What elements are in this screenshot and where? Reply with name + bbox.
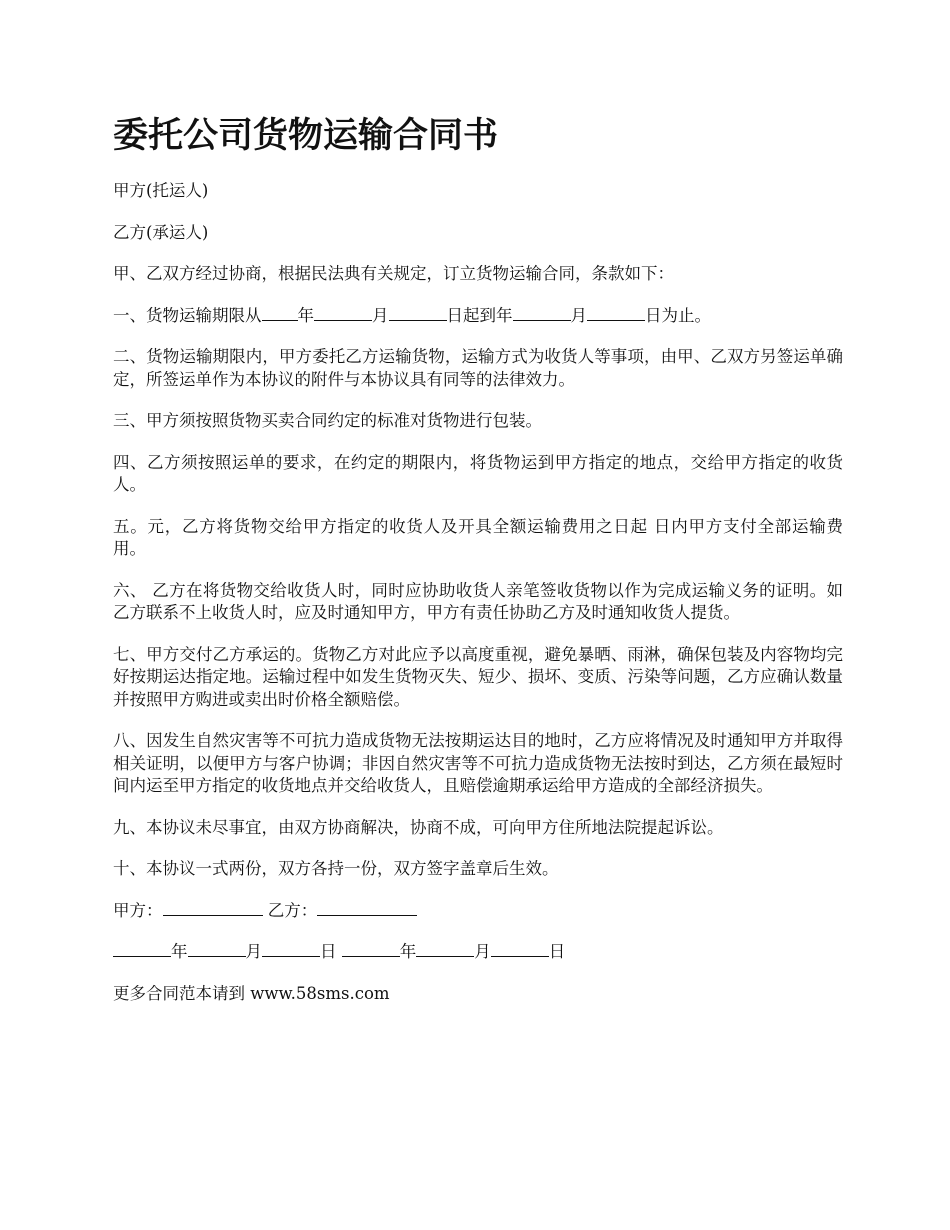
date-line (113, 941, 843, 964)
clause-1 (113, 305, 843, 328)
clause-2: 二、货物运输期限内，甲方委托乙方运输货物，运输方式为收货人等事项，由甲、乙双方另签运单确定，所签运单作为本协议的附件与本协议具有同等的法律效力。 (113, 347, 843, 389)
party-b-year-label: 年 (399, 942, 417, 961)
blank-start-day (389, 306, 447, 321)
clause-1-day-to-year: 日起到年 (446, 305, 513, 325)
clause-6: 六、 乙方在将货物交给收货人时，同时应协助收货人亲笔签收货物以作为完成运输义务的证明。如乙方联系不上收货人时，应及时通知甲方，甲方有责任协助乙方及时通知收货人提货。 (113, 580, 843, 622)
party-a-month-blank (188, 942, 246, 957)
clause-10: 十、本协议一式两份，双方各持一份，双方签字盖章后生效。 (113, 859, 559, 878)
party-b-month-blank (416, 942, 474, 957)
party-a-day-blank (262, 942, 320, 957)
signature-line (113, 900, 843, 923)
clause-1-month-end: 月 (570, 305, 587, 325)
party-b-year-blank (342, 942, 400, 957)
party-a-year-blank (113, 942, 171, 957)
clause-9: 九、本协议未尽事宜，由双方协商解决，协商不成，可向甲方住所地法院提起诉讼。 (113, 817, 724, 837)
contract-document (113, 112, 843, 1024)
party-b-line: 乙方(承运人) (113, 222, 209, 242)
blank-end-month (513, 306, 571, 321)
party-b-day-blank (491, 942, 549, 957)
blank-end-day (587, 306, 645, 321)
party-b-day-label: 日 (548, 942, 566, 961)
clause-1-day-end: 日为止。 (645, 305, 711, 325)
clause-5: 五。元，乙方将货物交给甲方指定的收货人及开具全额运输费用之日起 日内甲方支付全部运输费用。 (113, 516, 843, 558)
party-a-year-label: 年 (171, 942, 188, 961)
party-b-month-label: 月 (474, 942, 491, 961)
intro-paragraph: 甲、乙双方经过协商，根据民法典有关规定，订立货物运输合同，条款如下： (113, 264, 674, 283)
blank-start-month (314, 306, 372, 321)
clause-7: 七、甲方交付乙方承运的。货物乙方对此应予以高度重视，避免暴晒、雨淋，确保包装及内容物均完好按期运达指定地。运输过程中如发生货物灭失、短少、损坏、变质、污染等问题，乙方应确认数量并按照甲方购进或卖出时价格全额赔偿。 (113, 644, 843, 709)
party-a-line: 甲方(托运人) (113, 181, 209, 200)
clause-1-year: 年 (297, 305, 314, 325)
party-a-signature-label: 甲方： (113, 900, 163, 920)
clause-8: 八、因发生自然灾害等不可抗力造成货物无法按期运达目的地时，乙方应将情况及时通知甲方并取得相关证明，以便甲方与客户协调；非因自然灾害等不可抗力造成货物无法按时到达，乙方须在最短时间内运至甲方指定的收货地点并交给收货人，且赔偿逾期承运给甲方造成的全部经济损失。 (113, 731, 843, 795)
clause-3: 三、甲方须按照货物买卖合同约定的标准对货物进行包装。 (113, 411, 542, 430)
footer-note: 更多合同范本请到 www.58sms.com (113, 983, 390, 1003)
clause-4: 四、乙方须按照运单的要求，在约定的期限内，将货物运到甲方指定的地点，交给甲方指定的收货人。 (113, 452, 843, 494)
page-title: 委托公司货物运输合同书 (113, 116, 499, 156)
party-b-signature-label: 乙方： (267, 900, 318, 920)
clause-1-prefix: 一、货物运输期限从 (113, 305, 262, 325)
party-a-signature-blank (163, 901, 263, 916)
blank-start-year (262, 306, 298, 321)
party-b-signature-blank (317, 901, 417, 916)
party-a-month-label: 月 (245, 942, 262, 961)
party-a-day-label: 日 (320, 942, 337, 961)
clause-1-month: 月 (372, 305, 389, 325)
